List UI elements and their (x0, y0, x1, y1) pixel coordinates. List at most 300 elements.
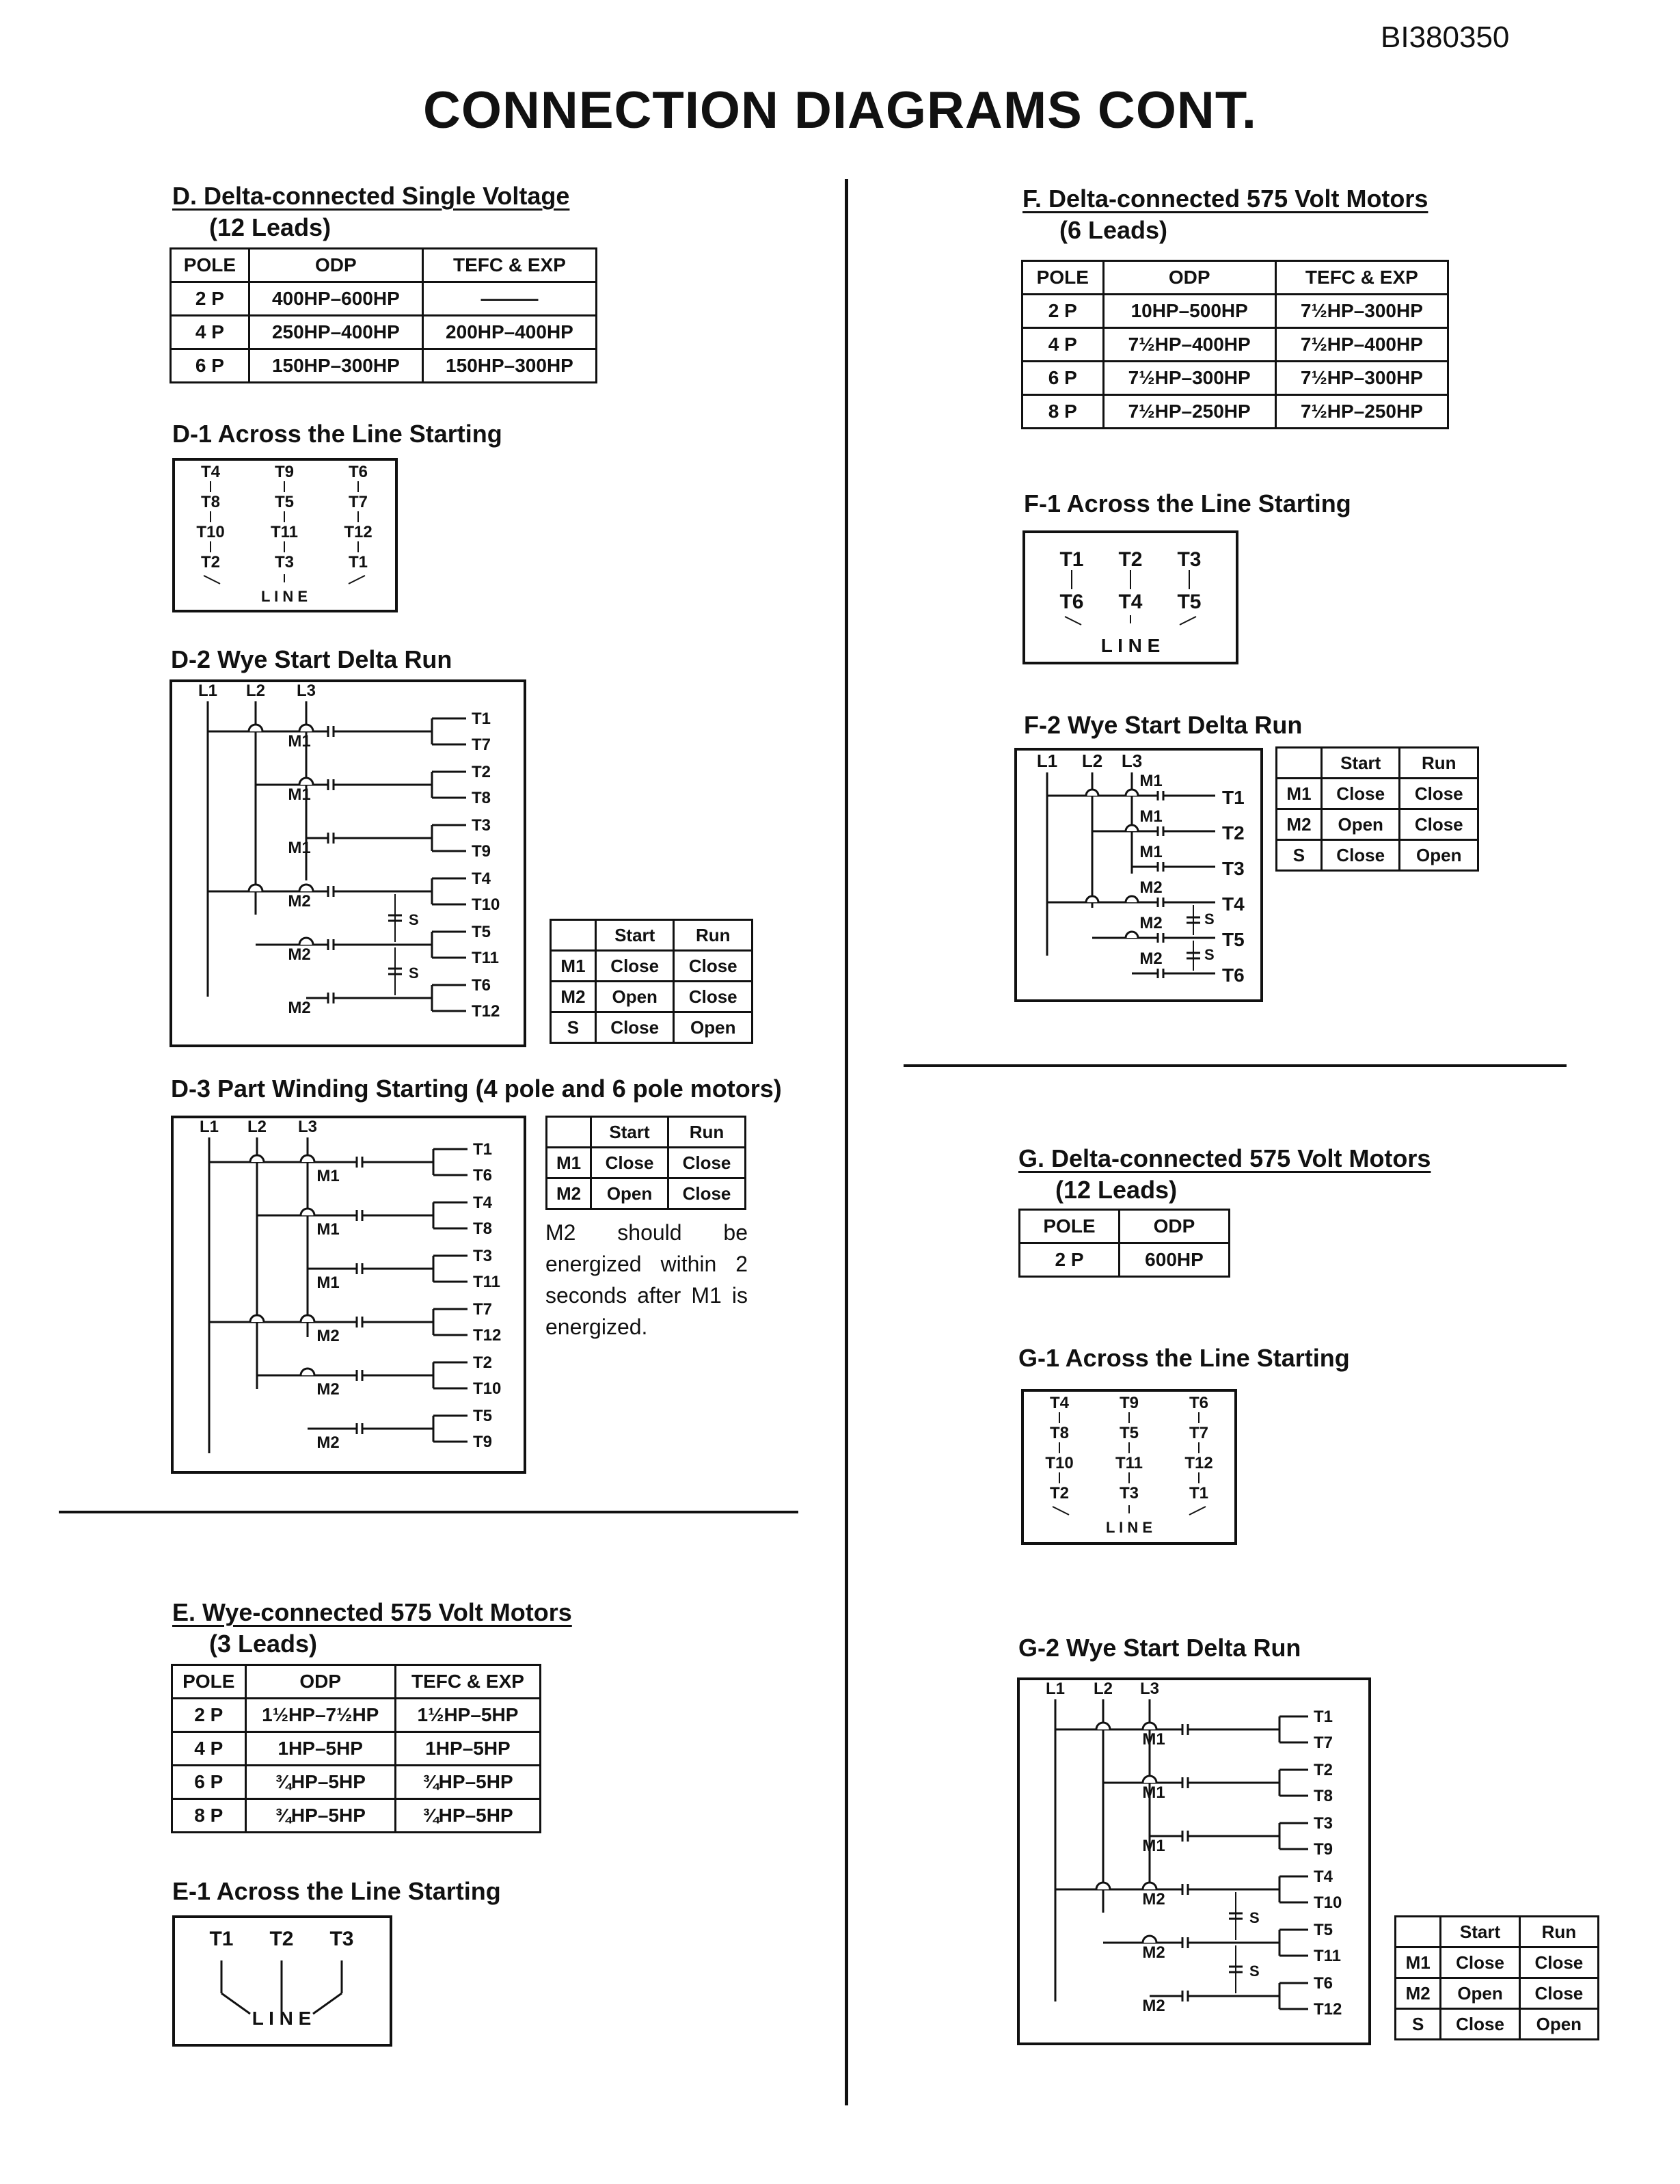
table-cell: 7½HP–250HP (1275, 395, 1448, 429)
table-cell: Close (595, 951, 674, 982)
terminal-label: T1 (472, 710, 491, 728)
supply-line-label: L3 (1139, 1680, 1160, 1698)
table-header-cell: TEFC & EXP (422, 249, 596, 282)
terminal-label: T2 (473, 1353, 493, 1372)
contactor-label: M2 (316, 1327, 340, 1345)
table-cell: Close (1519, 1978, 1598, 2009)
terminal-label: T4 (1222, 893, 1245, 915)
table-cell: 7½HP–300HP (1275, 295, 1448, 328)
contactor-label: M2 (1142, 1890, 1165, 1909)
terminal-label: T3 (329, 1928, 354, 1950)
crossover (299, 885, 313, 891)
contactor-label: M2 (288, 999, 311, 1017)
table-cell: 4 P (172, 1732, 246, 1766)
table-cell: 200HP–400HP (422, 316, 596, 349)
table-header-cell: Run (1519, 1917, 1598, 1947)
switch-s-label: S (1204, 911, 1215, 928)
terminal-label: T4 (473, 1194, 493, 1212)
terminal-label: T10 (473, 1379, 502, 1398)
section-d2-switch-table (550, 919, 753, 1044)
contactor-label: M1 (1139, 807, 1163, 826)
table-cell: M1 (1277, 779, 1322, 809)
table-row (172, 1732, 541, 1766)
table-cell: 7½HP–300HP (1275, 362, 1448, 395)
terminal-label: T1 (1314, 1708, 1333, 1726)
terminal-label: T12 (1184, 1454, 1213, 1472)
table-cell: 2 P (171, 282, 249, 316)
section-f1-heading: F-1 Across the Line Starting (1024, 489, 1351, 517)
table-row (172, 1799, 541, 1833)
table-cell: 2 P (1020, 1243, 1120, 1277)
terminal-label: T8 (1049, 1424, 1070, 1442)
contactor-label: M2 (316, 1380, 340, 1399)
terminal-label: T9 (472, 842, 491, 861)
terminal-label: T8 (1314, 1787, 1333, 1805)
section-e-heading: E. Wye-connected 575 Volt Motors (3 Leads) (172, 1598, 572, 1658)
table-row (547, 1178, 746, 1209)
section-d1-diagram (172, 458, 398, 612)
table-cell: 8 P (172, 1799, 246, 1833)
table-cell: Close (1321, 779, 1400, 809)
line-lead (1189, 1507, 1206, 1515)
section-d3-diagram (171, 1116, 526, 1474)
table-cell: 10HP–500HP (1103, 295, 1275, 328)
contactor-label: M1 (288, 732, 311, 751)
table-row (171, 282, 597, 316)
terminal-label: T2 (1049, 1484, 1070, 1502)
terminal-label: T1 (473, 1140, 493, 1159)
table-cell: 6 P (172, 1766, 246, 1799)
terminal-label: T5 (1177, 591, 1202, 613)
terminal-label: T5 (1314, 1921, 1333, 1939)
table-row (1277, 840, 1478, 871)
switch-s-label: S (1204, 946, 1215, 963)
table-cell: ¾HP–5HP (395, 1766, 540, 1799)
table-header-cell: Start (591, 1117, 668, 1148)
contactor-label: M1 (1142, 1837, 1165, 1855)
table-cell: M2 (547, 1178, 591, 1209)
terminal-label: T11 (473, 1273, 501, 1291)
table-header-cell: POLE (171, 249, 249, 282)
supply-line-label: L2 (1081, 751, 1103, 771)
terminal-label: T6 (348, 463, 368, 481)
terminal-label: T8 (473, 1219, 493, 1238)
contactor-label: M2 (288, 892, 311, 911)
table-cell: 400HP–600HP (249, 282, 422, 316)
terminal-label: T12 (1314, 2000, 1342, 2019)
contactor-label: M1 (288, 839, 311, 857)
section-f2-heading: F-2 Wye Start Delta Run (1024, 711, 1303, 739)
crossover (301, 1155, 314, 1162)
section-g2-diagram (1017, 1677, 1371, 2045)
section-d-table (170, 247, 597, 383)
terminal-label: T5 (1222, 929, 1245, 950)
table-row (551, 951, 753, 982)
table-header-cell: POLE (1020, 1210, 1120, 1243)
table-cell: 250HP–400HP (249, 316, 422, 349)
section-f2-diagram (1014, 748, 1263, 1002)
table-cell: S (1277, 840, 1322, 871)
table-cell: Close (1321, 840, 1400, 871)
terminal-label: T2 (269, 1928, 294, 1950)
terminal-label: T7 (348, 493, 368, 511)
column-divider (845, 179, 848, 2105)
supply-line-label: L1 (199, 1118, 219, 1136)
table-cell: 2 P (172, 1699, 246, 1732)
table-cell: Close (1441, 1947, 1519, 1978)
table-cell: 6 P (1022, 362, 1104, 395)
switch-s-label: S (1249, 1963, 1260, 1980)
table-header-cell: Run (668, 1117, 746, 1148)
contactor-label: M2 (1142, 1997, 1165, 2015)
crossover (250, 1315, 264, 1322)
table-header-cell: Start (595, 920, 674, 951)
crossover (249, 885, 262, 891)
section-d2-heading: D-2 Wye Start Delta Run (171, 645, 452, 673)
terminal-label: T1 (1189, 1484, 1209, 1502)
g2-wiring-schematic (1020, 1680, 1368, 2043)
terminal-label: T11 (472, 949, 500, 967)
table-cell: Close (1400, 809, 1478, 840)
terminal-label: T3 (1177, 548, 1202, 571)
terminal-label: T9 (274, 463, 295, 481)
terminal-label: T2 (472, 763, 491, 781)
table-header-cell: POLE (1022, 261, 1104, 295)
terminal-label: T1 (348, 553, 368, 571)
terminal-label: T9 (1314, 1840, 1333, 1859)
terminal-label: T10 (196, 523, 225, 541)
terminal-label: T12 (344, 523, 372, 541)
terminal-label: T8 (472, 789, 491, 807)
line-lead (349, 576, 365, 584)
terminal-label: T4 (200, 463, 221, 481)
section-f-heading: F. Delta-connected 575 Volt Motors (6 Leads) (1022, 185, 1428, 244)
crossover (1143, 1883, 1156, 1889)
contactor-label: M2 (1139, 914, 1163, 932)
table-cell: S (1396, 2009, 1441, 2040)
table-header-cell: ODP (249, 249, 422, 282)
table-cell: Close (1441, 2009, 1519, 2040)
g1-terminal-grid (1024, 1392, 1234, 1542)
section-g2-switch-table (1394, 1915, 1599, 2040)
table-cell: Open (591, 1178, 668, 1209)
terminal-label: T3 (1222, 858, 1245, 879)
table-row (172, 1699, 541, 1732)
table-row (171, 349, 597, 383)
table-row (1396, 2009, 1599, 2040)
terminal-label: T11 (1314, 1947, 1342, 1965)
crossover (1096, 1883, 1110, 1889)
crossover (250, 1155, 264, 1162)
crossover (299, 778, 313, 785)
table-cell: 1HP–5HP (245, 1732, 395, 1766)
switch-s-label: S (409, 965, 419, 982)
e1-terminal-diagram (175, 1918, 390, 2044)
crossover (1143, 1723, 1156, 1729)
lead (313, 1993, 342, 2014)
contactor-label: M2 (288, 945, 311, 964)
section-g1-diagram (1021, 1389, 1237, 1545)
contactor-label: M1 (1139, 772, 1163, 790)
terminal-label: T6 (1059, 591, 1084, 613)
terminal-label: T10 (472, 895, 500, 914)
terminal-label: T2 (200, 553, 221, 571)
terminal-label: T10 (1314, 1893, 1342, 1912)
table-cell: 7½HP–400HP (1275, 328, 1448, 362)
table-header-cell (547, 1117, 591, 1148)
contactor-label: M2 (316, 1433, 340, 1452)
table-row (1022, 328, 1448, 362)
terminal-label: T4 (1314, 1868, 1333, 1886)
terminal-label: T7 (473, 1300, 493, 1319)
terminal-label: T4 (472, 869, 491, 888)
contactor-label: M2 (1139, 949, 1163, 968)
f1-terminal-grid (1025, 533, 1236, 662)
switch-s-label: S (409, 911, 419, 928)
line-lead (1180, 617, 1196, 625)
crossover (1096, 1723, 1110, 1729)
terminal-label: T6 (1189, 1394, 1209, 1412)
line-lead (204, 576, 220, 584)
terminal-label: T6 (473, 1166, 493, 1185)
table-header-cell: ODP (1103, 261, 1275, 295)
table-row (1277, 779, 1478, 809)
table-cell: Close (674, 951, 753, 982)
table-cell: Close (668, 1148, 746, 1178)
d1-terminal-grid (175, 461, 395, 610)
table-cell: M2 (1396, 1978, 1441, 2009)
table-row (1396, 1978, 1599, 2009)
supply-line-label: L3 (296, 682, 316, 700)
table-cell: 7½HP–250HP (1103, 395, 1275, 429)
supply-line-label: L1 (1045, 1680, 1066, 1698)
crossover (301, 1209, 314, 1215)
terminal-label: T4 (1049, 1394, 1070, 1412)
terminal-label: T6 (1222, 965, 1245, 986)
d2-wiring-schematic (172, 682, 524, 1044)
terminal-label: T3 (1314, 1814, 1333, 1833)
table-cell: 1HP–5HP (395, 1732, 540, 1766)
table-cell: Close (674, 982, 753, 1012)
terminal-label: T5 (473, 1407, 493, 1425)
table-cell: 6 P (171, 349, 249, 383)
table-cell: Open (674, 1012, 753, 1043)
supply-line-label: L3 (297, 1118, 318, 1136)
crossover (1086, 896, 1098, 902)
line-label: L I N E (1105, 1519, 1153, 1536)
section-e-table (171, 1664, 541, 1833)
terminal-label: T2 (1222, 822, 1245, 844)
table-row (551, 982, 753, 1012)
table-row (1277, 809, 1478, 840)
table-cell: 1½HP–5HP (395, 1699, 540, 1732)
table-cell: 4 P (1022, 328, 1104, 362)
terminal-label: T6 (1314, 1974, 1333, 1993)
line-label: L I N E (260, 588, 308, 605)
terminal-label: T9 (1119, 1394, 1139, 1412)
section-d3-switch-table (545, 1116, 746, 1210)
table-cell: Close (1519, 1947, 1598, 1978)
crossover (1126, 896, 1138, 902)
terminal-label: T7 (1189, 1424, 1209, 1442)
supply-line-label: L1 (1036, 751, 1058, 771)
table-cell: Open (1321, 809, 1400, 840)
terminal-label: T3 (274, 553, 295, 571)
table-cell: 7½HP–400HP (1103, 328, 1275, 362)
terminal-label: T1 (1222, 787, 1245, 808)
table-cell: Open (595, 982, 674, 1012)
terminal-label: T3 (1119, 1484, 1139, 1502)
terminal-label: T11 (270, 523, 299, 541)
table-header-cell (1396, 1917, 1441, 1947)
table-cell: Open (1400, 840, 1478, 871)
table-header-cell: Start (1441, 1917, 1519, 1947)
line-lead (1053, 1507, 1069, 1515)
table-cell: M2 (551, 982, 596, 1012)
terminal-label: T7 (472, 736, 491, 754)
crossover (299, 725, 313, 731)
table-cell: ——— (422, 282, 596, 316)
table-cell: 150HP–300HP (422, 349, 596, 383)
crossover (1126, 825, 1138, 831)
supply-line-label: L2 (247, 1118, 267, 1136)
d3-wiring-schematic (174, 1118, 524, 1471)
section-g1-heading: G-1 Across the Line Starting (1018, 1344, 1350, 1372)
table-cell: Close (1400, 779, 1478, 809)
contactor-label: M1 (1142, 1730, 1165, 1749)
section-e1-diagram (172, 1915, 392, 2047)
table-row (547, 1148, 746, 1178)
table-header-cell: ODP (1119, 1210, 1229, 1243)
terminal-label: T3 (472, 816, 491, 835)
section-d-heading: D. Delta-connected Single Voltage (12 Leads) (172, 182, 570, 241)
terminal-label: T10 (1045, 1454, 1074, 1472)
table-row (1396, 1947, 1599, 1978)
table-row (171, 316, 597, 349)
table-header-cell: Start (1321, 748, 1400, 779)
lead (221, 1993, 250, 2014)
crossover (299, 938, 313, 945)
section-f-table (1021, 260, 1449, 429)
table-cell: M1 (1396, 1947, 1441, 1978)
supply-line-label: L1 (198, 682, 218, 700)
terminal-label: T8 (200, 493, 221, 511)
terminal-label: T4 (1118, 591, 1143, 613)
switch-s-label: S (1249, 1909, 1260, 1926)
section-g2-heading: G-2 Wye Start Delta Run (1018, 1634, 1301, 1662)
section-e1-heading: E-1 Across the Line Starting (172, 1877, 501, 1905)
table-cell: ¾HP–5HP (245, 1799, 395, 1833)
line-label: L I N E (252, 2008, 312, 2029)
terminal-label: T2 (1118, 548, 1143, 571)
terminal-label: T12 (473, 1326, 502, 1345)
section-g-heading: G. Delta-connected 575 Volt Motors (12 Leads) (1018, 1144, 1431, 1204)
terminal-label: T9 (473, 1433, 493, 1451)
section-d3-heading: D-3 Part Winding Starting (4 pole and 6 pole motors) (171, 1075, 782, 1103)
table-row (1020, 1243, 1230, 1277)
table-cell: Close (591, 1148, 668, 1178)
contactor-label: M1 (1142, 1783, 1165, 1802)
table-header-cell: TEFC & EXP (1275, 261, 1448, 295)
crossover (301, 1315, 314, 1322)
table-cell: Open (1519, 2009, 1598, 2040)
contactor-label: M1 (316, 1220, 340, 1239)
table-header-cell (1277, 748, 1322, 779)
table-cell: ¾HP–5HP (245, 1766, 395, 1799)
table-header-cell: Run (674, 920, 753, 951)
table-row (1022, 362, 1448, 395)
terminal-label: T6 (472, 976, 491, 995)
contactor-label: M2 (1139, 878, 1163, 897)
table-cell: 2 P (1022, 295, 1104, 328)
table-row (1022, 295, 1448, 328)
terminal-label: T1 (209, 1928, 234, 1950)
terminal-label: T12 (472, 1002, 500, 1021)
table-cell: S (551, 1012, 596, 1043)
table-cell: Close (668, 1178, 746, 1209)
table-cell: Open (1441, 1978, 1519, 2009)
table-header-cell (551, 920, 596, 951)
terminal-label: T5 (1119, 1424, 1139, 1442)
table-cell: 4 P (171, 316, 249, 349)
crossover (249, 725, 262, 731)
contactor-label: M1 (1139, 843, 1163, 861)
crossover (1086, 790, 1098, 796)
table-header-cell: POLE (172, 1665, 246, 1699)
supply-line-label: L3 (1121, 751, 1143, 771)
f2-wiring-schematic (1017, 751, 1260, 999)
terminal-label: T11 (1115, 1454, 1143, 1472)
d3-note: M2 should be energized within 2 seconds after M1 is energized. (545, 1220, 748, 1339)
terminal-label: T2 (1314, 1761, 1333, 1779)
section-d1-heading: D-1 Across the Line Starting (172, 420, 502, 448)
terminal-label: T5 (274, 493, 295, 511)
line-lead (1065, 617, 1081, 625)
terminal-label: T1 (1059, 548, 1084, 571)
table-cell: M2 (1277, 809, 1322, 840)
terminal-label: T7 (1314, 1734, 1333, 1752)
table-cell: M1 (551, 951, 596, 982)
table-header-cell: Run (1400, 748, 1478, 779)
terminal-label: T5 (472, 923, 491, 941)
table-cell: M1 (547, 1148, 591, 1178)
section-f2-switch-table (1275, 746, 1479, 872)
table-row (551, 1012, 753, 1043)
table-header-cell: ODP (245, 1665, 395, 1699)
section-d2-diagram (170, 679, 526, 1047)
crossover (1143, 1776, 1156, 1783)
document-number: BI380350 (1381, 21, 1510, 54)
page-title: CONNECTION DIAGRAMS CONT. (423, 81, 1257, 139)
contactor-label: M1 (316, 1273, 340, 1292)
table-cell: 1½HP–7½HP (245, 1699, 395, 1732)
table-row (1022, 395, 1448, 429)
contactor-label: M1 (316, 1167, 340, 1185)
table-cell: 600HP (1119, 1243, 1229, 1277)
table-cell: 150HP–300HP (249, 349, 422, 383)
crossover (1126, 790, 1138, 796)
supply-line-label: L2 (1093, 1680, 1113, 1698)
supply-line-label: L2 (245, 682, 266, 700)
terminal-label: T3 (473, 1247, 493, 1265)
section-f1-diagram (1022, 530, 1238, 664)
table-cell: ¾HP–5HP (395, 1799, 540, 1833)
table-row (172, 1766, 541, 1799)
contactor-label: M2 (1142, 1943, 1165, 1962)
crossover (1143, 1936, 1156, 1943)
section-divider-right (904, 1064, 1567, 1067)
table-cell: Close (595, 1012, 674, 1043)
